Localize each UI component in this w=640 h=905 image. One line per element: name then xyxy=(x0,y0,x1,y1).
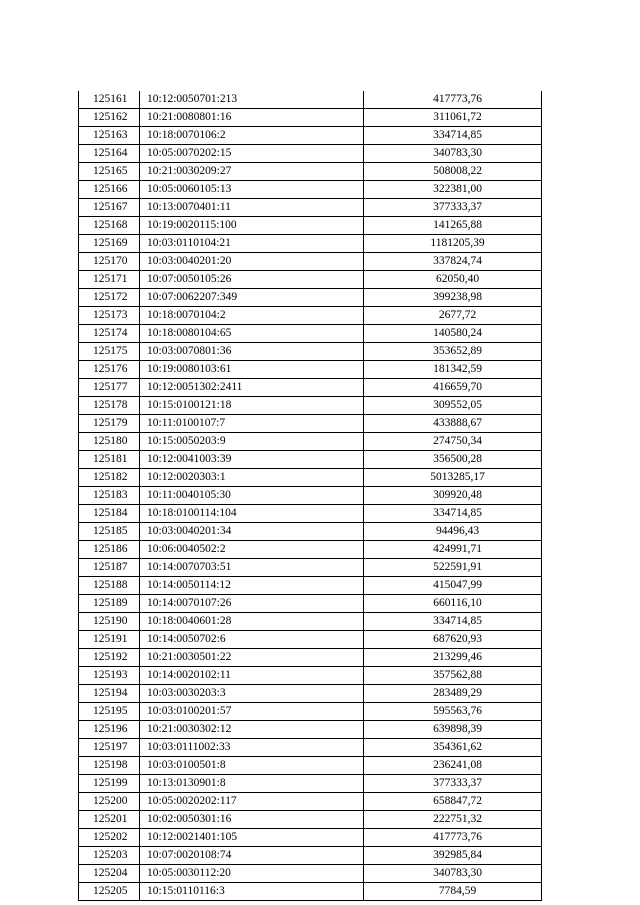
amount-cell: 340783,30 xyxy=(364,865,542,883)
amount-cell: 415047,99 xyxy=(364,577,542,595)
cadastral-number-cell: 10:03:0040201:34 xyxy=(140,523,364,541)
cadastral-number-cell: 10:14:0070703:51 xyxy=(140,559,364,577)
cadastral-number-cell: 10:15:0050203:9 xyxy=(140,433,364,451)
amount-cell: 334714,85 xyxy=(364,127,542,145)
amount-cell: 181342,59 xyxy=(364,361,542,379)
amount-cell: 417773,76 xyxy=(364,91,542,109)
amount-cell: 354361,62 xyxy=(364,739,542,757)
amount-cell: 94496,43 xyxy=(364,523,542,541)
row-number-cell: 125192 xyxy=(79,649,140,667)
cadastral-number-cell: 10:19:0080103:61 xyxy=(140,361,364,379)
data-table xyxy=(78,91,542,901)
row-number-cell: 125204 xyxy=(79,865,140,883)
table-row xyxy=(79,343,542,361)
table-body xyxy=(79,91,542,901)
table-row xyxy=(79,577,542,595)
amount-cell: 5013285,17 xyxy=(364,469,542,487)
amount-cell: 399238,98 xyxy=(364,289,542,307)
table-row xyxy=(79,595,542,613)
table-row xyxy=(79,685,542,703)
cadastral-number-cell: 10:02:0050301:16 xyxy=(140,811,364,829)
amount-cell: 322381,00 xyxy=(364,181,542,199)
row-number-cell: 125187 xyxy=(79,559,140,577)
table-row xyxy=(79,91,542,109)
table-row xyxy=(79,451,542,469)
row-number-cell: 125165 xyxy=(79,163,140,181)
table-row xyxy=(79,523,542,541)
row-number-cell: 125184 xyxy=(79,505,140,523)
amount-cell: 140580,24 xyxy=(364,325,542,343)
cadastral-number-cell: 10:14:0020102:11 xyxy=(140,667,364,685)
table-row xyxy=(79,739,542,757)
cadastral-number-cell: 10:03:0100501:8 xyxy=(140,757,364,775)
row-number-cell: 125193 xyxy=(79,667,140,685)
amount-cell: 340783,30 xyxy=(364,145,542,163)
amount-cell: 660116,10 xyxy=(364,595,542,613)
table-row xyxy=(79,469,542,487)
cadastral-number-cell: 10:05:0020202:117 xyxy=(140,793,364,811)
table-row xyxy=(79,307,542,325)
table-row xyxy=(79,703,542,721)
row-number-cell: 125181 xyxy=(79,451,140,469)
amount-cell: 417773,76 xyxy=(364,829,542,847)
row-number-cell: 125177 xyxy=(79,379,140,397)
row-number-cell: 125188 xyxy=(79,577,140,595)
row-number-cell: 125197 xyxy=(79,739,140,757)
cadastral-number-cell: 10:18:0070104:2 xyxy=(140,307,364,325)
row-number-cell: 125176 xyxy=(79,361,140,379)
table-row xyxy=(79,361,542,379)
table-row xyxy=(79,379,542,397)
amount-cell: 283489,29 xyxy=(364,685,542,703)
row-number-cell: 125174 xyxy=(79,325,140,343)
cadastral-number-cell: 10:13:0070401:11 xyxy=(140,199,364,217)
row-number-cell: 125171 xyxy=(79,271,140,289)
row-number-cell: 125194 xyxy=(79,685,140,703)
table-row xyxy=(79,127,542,145)
cadastral-number-cell: 10:12:0041003:39 xyxy=(140,451,364,469)
amount-cell: 658847,72 xyxy=(364,793,542,811)
cadastral-number-cell: 10:18:0100114:104 xyxy=(140,505,364,523)
row-number-cell: 125172 xyxy=(79,289,140,307)
amount-cell: 62050,40 xyxy=(364,271,542,289)
row-number-cell: 125167 xyxy=(79,199,140,217)
table-row xyxy=(79,487,542,505)
cadastral-number-cell: 10:21:0080801:16 xyxy=(140,109,364,127)
amount-cell: 2677,72 xyxy=(364,307,542,325)
cadastral-number-cell: 10:15:0110116:3 xyxy=(140,883,364,901)
row-number-cell: 125202 xyxy=(79,829,140,847)
cadastral-number-cell: 10:18:0040601:28 xyxy=(140,613,364,631)
amount-cell: 222751,32 xyxy=(364,811,542,829)
table-row xyxy=(79,757,542,775)
amount-cell: 353652,89 xyxy=(364,343,542,361)
table-row xyxy=(79,289,542,307)
row-number-cell: 125178 xyxy=(79,397,140,415)
table-row xyxy=(79,667,542,685)
row-number-cell: 125189 xyxy=(79,595,140,613)
amount-cell: 433888,67 xyxy=(364,415,542,433)
amount-cell: 334714,85 xyxy=(364,613,542,631)
amount-cell: 236241,08 xyxy=(364,757,542,775)
table-row xyxy=(79,163,542,181)
cadastral-number-cell: 10:12:0050701:213 xyxy=(140,91,364,109)
row-number-cell: 125191 xyxy=(79,631,140,649)
cadastral-number-cell: 10:07:0020108:74 xyxy=(140,847,364,865)
cadastral-number-cell: 10:19:0020115:100 xyxy=(140,217,364,235)
row-number-cell: 125170 xyxy=(79,253,140,271)
table-row xyxy=(79,415,542,433)
table-row xyxy=(79,775,542,793)
row-number-cell: 125205 xyxy=(79,883,140,901)
cadastral-number-cell: 10:15:0100121:18 xyxy=(140,397,364,415)
table-row xyxy=(79,721,542,739)
amount-cell: 356500,28 xyxy=(364,451,542,469)
amount-cell: 334714,85 xyxy=(364,505,542,523)
cadastral-number-cell: 10:12:0021401:105 xyxy=(140,829,364,847)
table-row xyxy=(79,865,542,883)
table-row xyxy=(79,109,542,127)
table-row xyxy=(79,811,542,829)
table-row xyxy=(79,613,542,631)
cadastral-number-cell: 10:13:0130901:8 xyxy=(140,775,364,793)
row-number-cell: 125185 xyxy=(79,523,140,541)
row-number-cell: 125200 xyxy=(79,793,140,811)
table-row xyxy=(79,847,542,865)
table-row xyxy=(79,325,542,343)
row-number-cell: 125166 xyxy=(79,181,140,199)
cadastral-number-cell: 10:14:0050114:12 xyxy=(140,577,364,595)
cadastral-number-cell: 10:03:0100201:57 xyxy=(140,703,364,721)
row-number-cell: 125198 xyxy=(79,757,140,775)
cadastral-number-cell: 10:07:0062207:349 xyxy=(140,289,364,307)
cadastral-number-cell: 10:05:0060105:13 xyxy=(140,181,364,199)
row-number-cell: 125175 xyxy=(79,343,140,361)
cadastral-number-cell: 10:21:0030209:27 xyxy=(140,163,364,181)
table-row xyxy=(79,397,542,415)
table-row xyxy=(79,145,542,163)
row-number-cell: 125161 xyxy=(79,91,140,109)
cadastral-number-cell: 10:11:0040105:30 xyxy=(140,487,364,505)
table-row xyxy=(79,559,542,577)
row-number-cell: 125168 xyxy=(79,217,140,235)
cadastral-number-cell: 10:11:0100107:7 xyxy=(140,415,364,433)
cadastral-number-cell: 10:03:0070801:36 xyxy=(140,343,364,361)
amount-cell: 311061,72 xyxy=(364,109,542,127)
cadastral-number-cell: 10:21:0030501:22 xyxy=(140,649,364,667)
cadastral-number-cell: 10:05:0070202:15 xyxy=(140,145,364,163)
amount-cell: 639898,39 xyxy=(364,721,542,739)
cadastral-number-cell: 10:18:0080104:65 xyxy=(140,325,364,343)
amount-cell: 309552,05 xyxy=(364,397,542,415)
cadastral-number-cell: 10:03:0111002:33 xyxy=(140,739,364,757)
amount-cell: 595563,76 xyxy=(364,703,542,721)
cadastral-number-cell: 10:03:0040201:20 xyxy=(140,253,364,271)
amount-cell: 392985,84 xyxy=(364,847,542,865)
row-number-cell: 125173 xyxy=(79,307,140,325)
row-number-cell: 125162 xyxy=(79,109,140,127)
amount-cell: 377333,37 xyxy=(364,775,542,793)
cadastral-number-cell: 10:06:0040502:2 xyxy=(140,541,364,559)
amount-cell: 213299,46 xyxy=(364,649,542,667)
table-row xyxy=(79,271,542,289)
row-number-cell: 125163 xyxy=(79,127,140,145)
table-row xyxy=(79,883,542,901)
amount-cell: 508008,22 xyxy=(364,163,542,181)
cadastral-number-cell: 10:12:0020303:1 xyxy=(140,469,364,487)
row-number-cell: 125183 xyxy=(79,487,140,505)
cadastral-number-cell: 10:03:0030203:3 xyxy=(140,685,364,703)
table-row xyxy=(79,631,542,649)
amount-cell: 424991,71 xyxy=(364,541,542,559)
amount-cell: 357562,88 xyxy=(364,667,542,685)
amount-cell: 522591,91 xyxy=(364,559,542,577)
cadastral-number-cell: 10:18:0070106:2 xyxy=(140,127,364,145)
row-number-cell: 125179 xyxy=(79,415,140,433)
table-row xyxy=(79,433,542,451)
row-number-cell: 125169 xyxy=(79,235,140,253)
table-row xyxy=(79,217,542,235)
row-number-cell: 125196 xyxy=(79,721,140,739)
table-row xyxy=(79,649,542,667)
table-row xyxy=(79,253,542,271)
row-number-cell: 125201 xyxy=(79,811,140,829)
row-number-cell: 125203 xyxy=(79,847,140,865)
amount-cell: 274750,34 xyxy=(364,433,542,451)
cadastral-number-cell: 10:07:0050105:26 xyxy=(140,271,364,289)
row-number-cell: 125186 xyxy=(79,541,140,559)
cadastral-number-cell: 10:05:0030112:20 xyxy=(140,865,364,883)
table-row xyxy=(79,235,542,253)
amount-cell: 309920,48 xyxy=(364,487,542,505)
row-number-cell: 125190 xyxy=(79,613,140,631)
amount-cell: 416659,70 xyxy=(364,379,542,397)
amount-cell: 337824,74 xyxy=(364,253,542,271)
cadastral-number-cell: 10:03:0110104:21 xyxy=(140,235,364,253)
row-number-cell: 125164 xyxy=(79,145,140,163)
table-row xyxy=(79,829,542,847)
amount-cell: 687620,93 xyxy=(364,631,542,649)
table-row xyxy=(79,181,542,199)
row-number-cell: 125182 xyxy=(79,469,140,487)
table-row xyxy=(79,505,542,523)
table-row xyxy=(79,541,542,559)
row-number-cell: 125195 xyxy=(79,703,140,721)
row-number-cell: 125199 xyxy=(79,775,140,793)
cadastral-number-cell: 10:12:0051302:2411 xyxy=(140,379,364,397)
row-number-cell: 125180 xyxy=(79,433,140,451)
table-row xyxy=(79,793,542,811)
table-row xyxy=(79,199,542,217)
amount-cell: 377333,37 xyxy=(364,199,542,217)
amount-cell: 141265,88 xyxy=(364,217,542,235)
amount-cell: 7784,59 xyxy=(364,883,542,901)
amount-cell: 1181205,39 xyxy=(364,235,542,253)
cadastral-number-cell: 10:14:0050702:6 xyxy=(140,631,364,649)
cadastral-number-cell: 10:21:0030302:12 xyxy=(140,721,364,739)
cadastral-number-cell: 10:14:0070107:26 xyxy=(140,595,364,613)
